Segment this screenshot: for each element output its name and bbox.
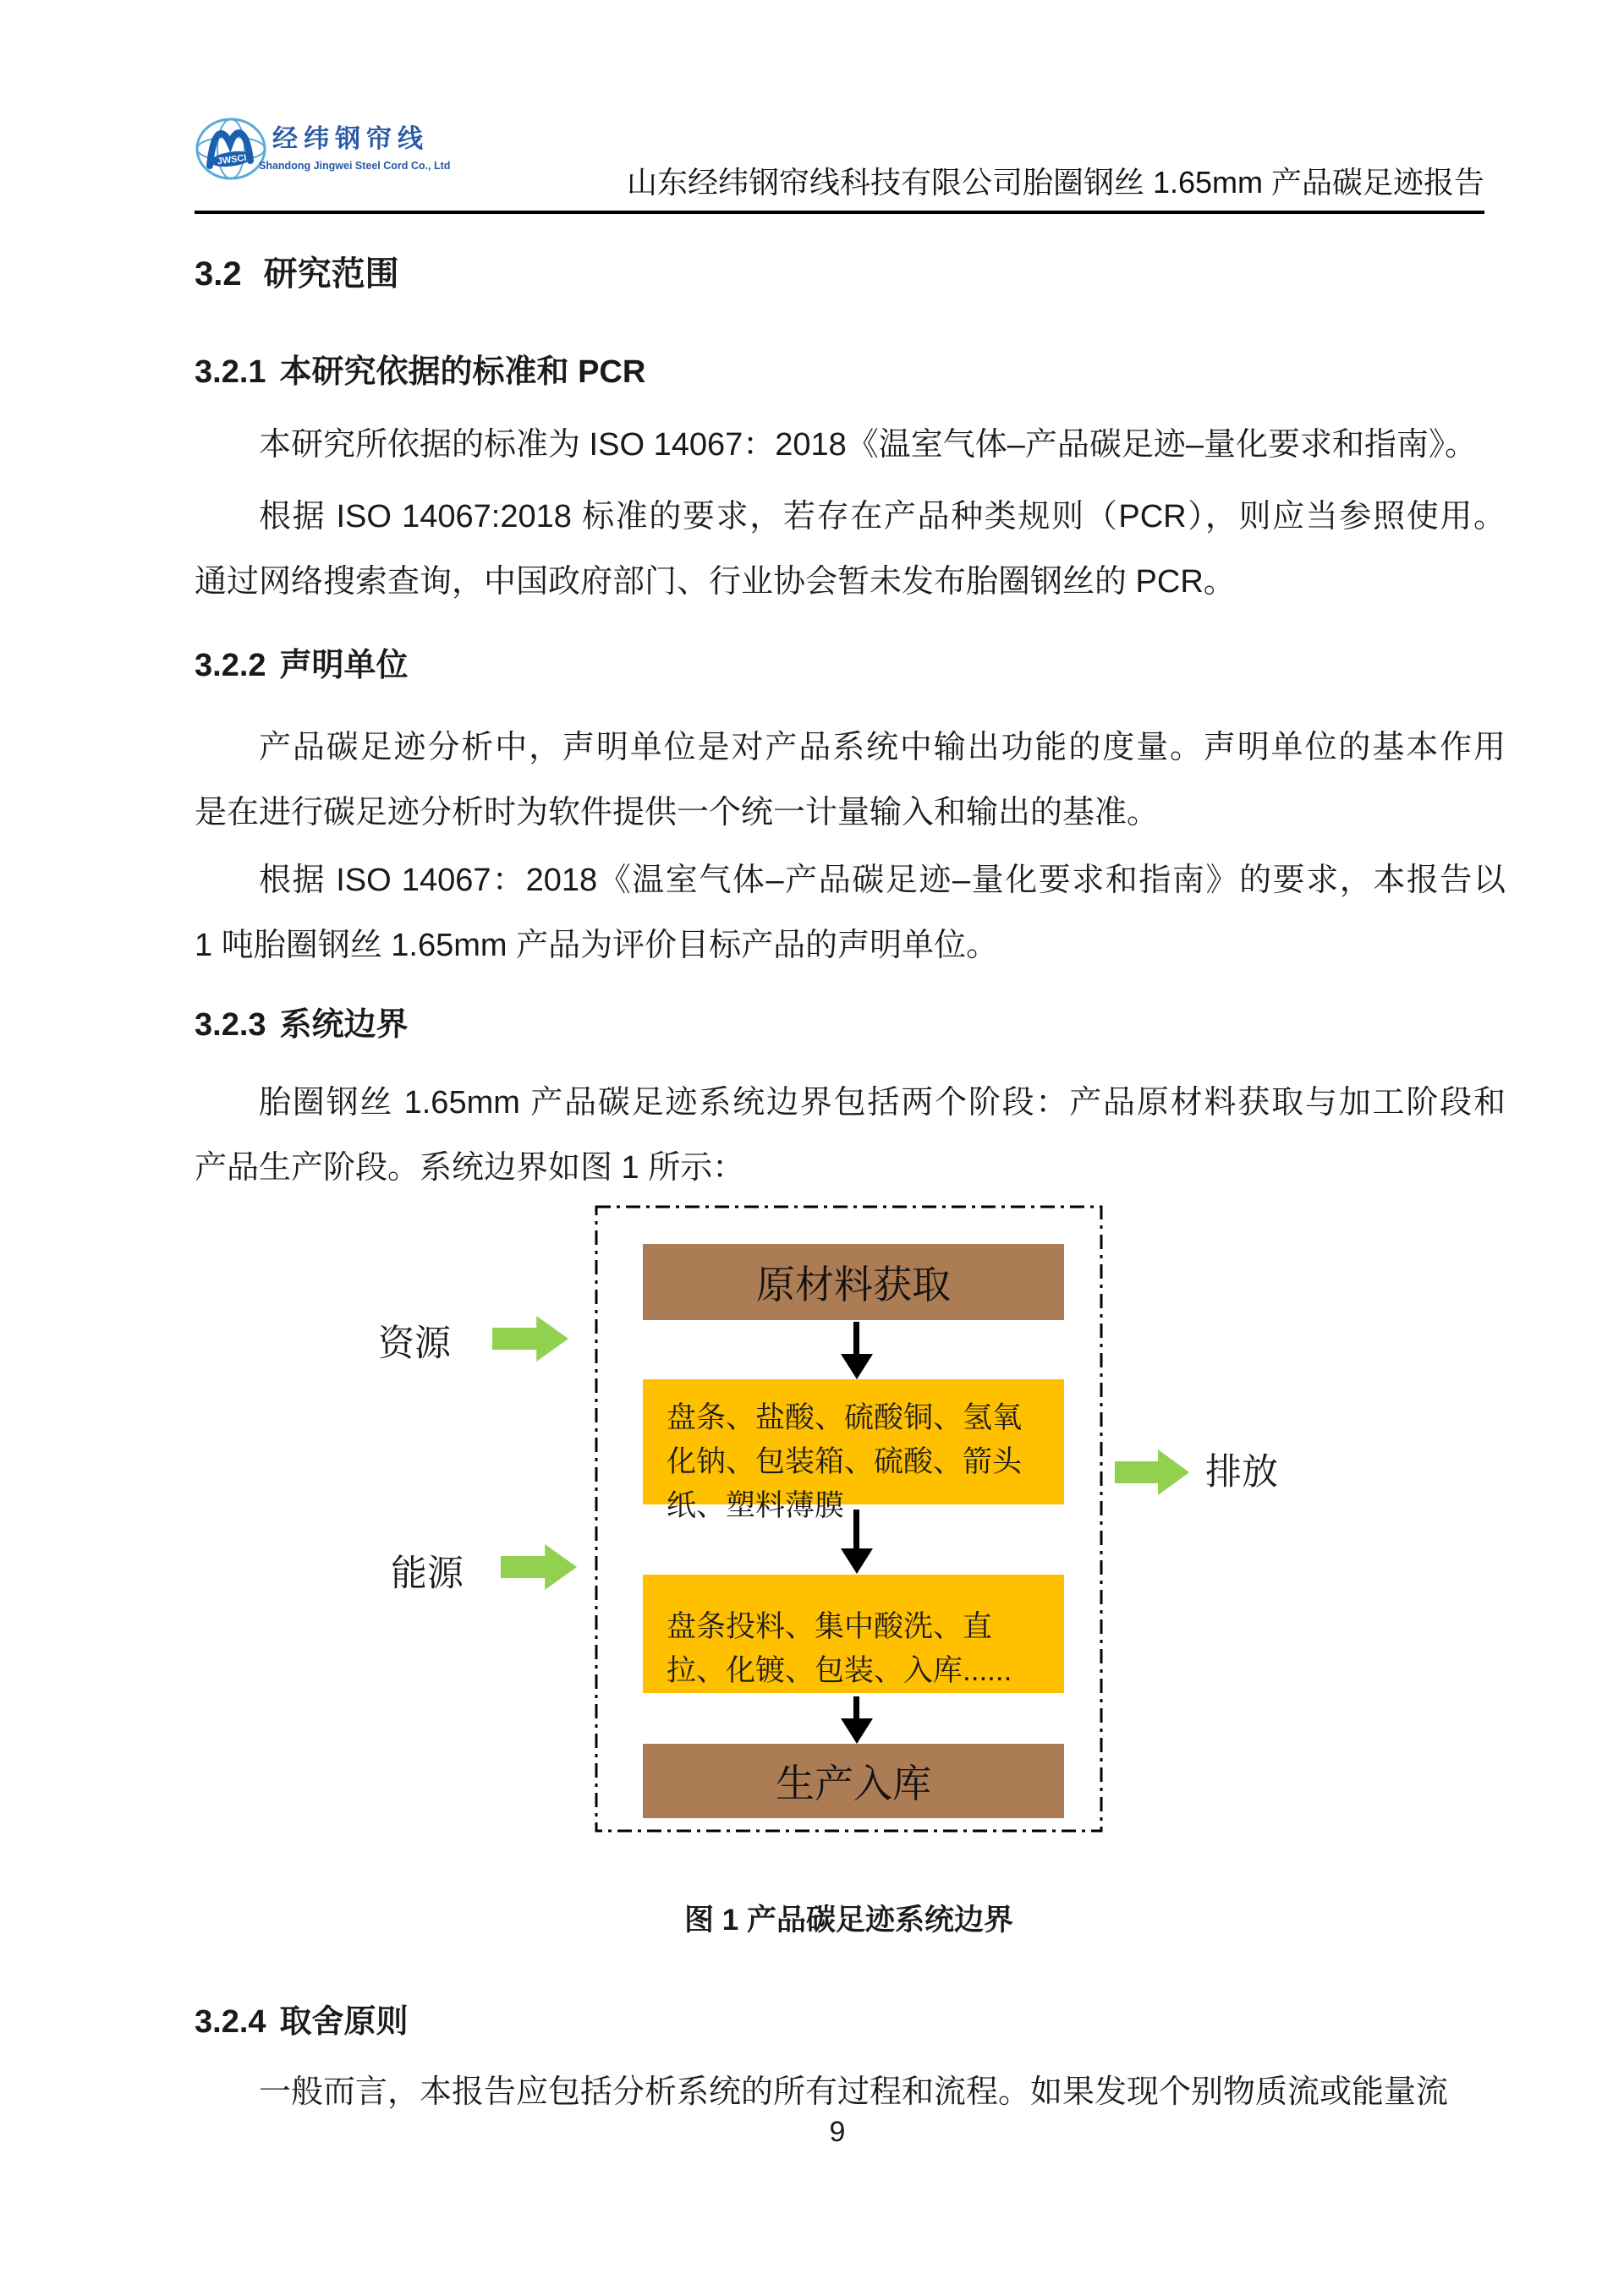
paragraph-standards [195, 413, 1506, 478]
logo-company-name-cn: 经纬钢帘线 [272, 125, 429, 153]
section-heading-3-2 [195, 257, 399, 291]
down-arrow-head-icon [841, 1548, 873, 1574]
section-title: 系统边界 [279, 1007, 409, 1043]
diagram-box-output: 生产入库 [643, 1744, 1064, 1818]
system-boundary-diagram [595, 1205, 1103, 1833]
right-arrow-icon [1115, 1449, 1189, 1495]
diagram-box-inputs: 盘条、盐酸、硫酸铜、氢氧化钠、包装箱、硫酸、箭头纸、塑料薄膜 [643, 1379, 1064, 1504]
header-rule [195, 211, 1484, 214]
down-arrow-icon [853, 1696, 859, 1720]
down-arrow-icon [853, 1322, 859, 1356]
section-number: 3.2 [195, 255, 242, 293]
section-heading-3-2-1 [195, 356, 645, 388]
paragraph-declared-unit-1 [195, 715, 1506, 846]
paragraph-line: 本研究所依据的标准为 ISO 14067：2018《温室气体–产品碳足迹–量化要求和指南》。 [259, 427, 1478, 463]
section-heading-3-2-2 [195, 649, 409, 682]
paragraph-line: 产品碳足迹分析中，声明单位是对产品系统中输出功能的度量。声明单位的基本作用 [259, 730, 1506, 765]
diagram-box-processes: 盘条投料、集中酸洗、直拉、化镀、包装、入库...... [643, 1575, 1064, 1693]
section-number: 3.2.1 [195, 354, 266, 390]
paragraph-system-boundary [195, 1071, 1506, 1201]
page-number: 9 [829, 2116, 846, 2148]
diagram-box-raw-material: 原材料获取 [643, 1244, 1064, 1320]
paragraph-line: 一般而言，本报告应包括分析系统的所有过程和流程。如果发现个别物质流或能量流 [259, 2074, 1449, 2110]
label-emissions: 排放 [1205, 1452, 1278, 1493]
paragraph-line: 通过网络搜索查询，中国政府部门、行业协会暂未发布胎圈钢丝的 PCR。 [195, 564, 1236, 600]
section-title: 取舍原则 [279, 2004, 409, 2040]
section-heading-3-2-4 [195, 2006, 409, 2038]
section-number: 3.2.4 [195, 2004, 266, 2040]
section-title: 声明单位 [279, 648, 409, 683]
company-logo-globe-icon [195, 117, 267, 181]
section-number: 3.2.2 [195, 648, 266, 683]
paragraph-line: 根据 ISO 14067:2018 标准的要求，若存在产品种类规则（PCR），则应当参照使用。 [259, 499, 1506, 534]
down-arrow-head-icon [841, 1354, 873, 1379]
header-document-title: 山东经纬钢帘线科技有限公司胎圈钢丝 1.65mm 产品碳足迹报告 [626, 165, 1484, 200]
right-arrow-icon [501, 1544, 577, 1590]
right-arrow-icon [492, 1316, 568, 1362]
paragraph-line: 根据 ISO 14067：2018《温室气体–产品碳足迹–量化要求和指南》的要求，本报告以 [259, 863, 1506, 898]
paragraph-declared-unit-2 [195, 848, 1506, 978]
figure-caption: 图 1 产品碳足迹系统边界 [684, 1904, 1013, 1937]
down-arrow-head-icon [841, 1718, 873, 1744]
logo-badge-text: JWSCI [217, 152, 248, 167]
paragraph-line: 胎圈钢丝 1.65mm 产品碳足迹系统边界包括两个阶段：产品原材料获取与加工阶段和 [259, 1085, 1506, 1121]
logo-company-name-en: Shandong Jingwei Steel Cord Co., Ltd [259, 160, 451, 172]
label-energy: 能源 [391, 1553, 464, 1594]
paragraph-line: 是在进行碳足迹分析时为软件提供一个统一计量输入和输出的基准。 [195, 795, 1160, 830]
label-resources: 资源 [378, 1323, 451, 1364]
paragraph-line: 产品生产阶段。系统边界如图 1 所示： [195, 1150, 745, 1186]
section-title: 研究范围 [263, 255, 399, 293]
section-number: 3.2.3 [195, 1007, 266, 1043]
section-heading-3-2-3 [195, 1009, 409, 1041]
section-title: 本研究依据的标准和 PCR [279, 354, 646, 390]
paragraph-line: 1 吨胎圈钢丝 1.65mm 产品为评价目标产品的声明单位。 [195, 928, 999, 963]
down-arrow-icon [853, 1510, 859, 1550]
paragraph-pcr [195, 485, 1506, 615]
